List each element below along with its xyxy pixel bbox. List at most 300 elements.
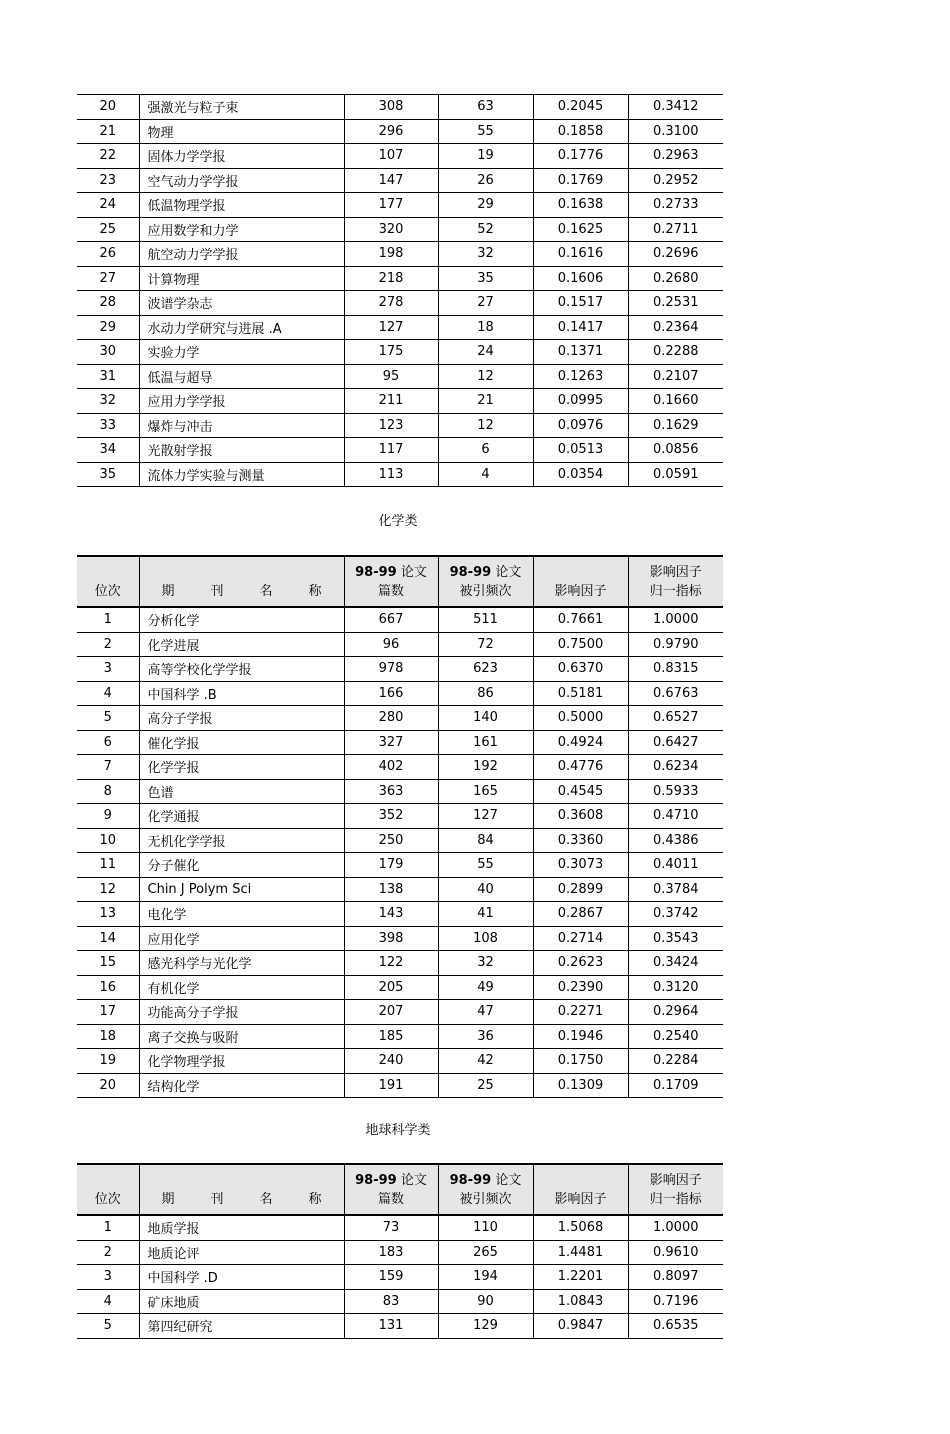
cell-rank: 26: [77, 242, 139, 267]
cell-rank: 7: [77, 755, 139, 780]
cell-impact-factor: 0.2045: [533, 95, 628, 120]
table-row: [77, 144, 723, 169]
table-row: [77, 877, 723, 902]
cell-normalized: 0.6527: [628, 706, 723, 731]
cell-impact-factor: 0.2899: [533, 877, 628, 902]
cell-impact-factor: 0.0976: [533, 413, 628, 438]
cell-normalized: 0.3543: [628, 926, 723, 951]
cell-citations: 27: [438, 291, 533, 316]
cell-normalized: 0.6535: [628, 1314, 723, 1339]
cell-rank: 15: [77, 951, 139, 976]
cell-rank: 6: [77, 730, 139, 755]
header-name-char: 刊: [210, 584, 224, 599]
cell-impact-factor: 0.1776: [533, 144, 628, 169]
cell-impact-factor: 0.0354: [533, 462, 628, 487]
table-row: [77, 632, 723, 657]
cell-papers: 123: [344, 413, 438, 438]
cell-rank: 11: [77, 853, 139, 878]
cell-impact-factor: 0.2623: [533, 951, 628, 976]
table-row: [77, 706, 723, 731]
header-norm: 影响因子 归一指标: [628, 1164, 723, 1215]
cell-rank: 24: [77, 193, 139, 218]
cell-rank: 1: [77, 1215, 139, 1240]
cell-normalized: 0.2531: [628, 291, 723, 316]
cell-citations: 86: [438, 681, 533, 706]
cell-normalized: 0.3100: [628, 119, 723, 144]
cell-citations: 25: [438, 1073, 533, 1098]
cell-rank: 34: [77, 438, 139, 463]
header-name: [139, 1164, 344, 1215]
cell-journal-name: 分子催化: [139, 853, 344, 878]
cell-impact-factor: 0.6370: [533, 657, 628, 682]
cell-impact-factor: 0.5181: [533, 681, 628, 706]
table-row: [77, 242, 723, 267]
cell-rank: 5: [77, 1314, 139, 1339]
cell-normalized: 0.2680: [628, 266, 723, 291]
cell-papers: 198: [344, 242, 438, 267]
cell-normalized: 0.6763: [628, 681, 723, 706]
cell-citations: 108: [438, 926, 533, 951]
cell-journal-name: 低温与超导: [139, 364, 344, 389]
cell-papers: 363: [344, 779, 438, 804]
cell-journal-name: 应用化学: [139, 926, 344, 951]
table-row: [77, 1265, 723, 1290]
cell-papers: 211: [344, 389, 438, 414]
cell-rank: 30: [77, 340, 139, 365]
cell-rank: 20: [77, 1073, 139, 1098]
cell-normalized: 0.2364: [628, 315, 723, 340]
cell-papers: 166: [344, 681, 438, 706]
header-name-char: 刊: [210, 1192, 224, 1207]
cell-journal-name: 电化学: [139, 902, 344, 927]
table-row: [77, 853, 723, 878]
cell-normalized: 0.7196: [628, 1289, 723, 1314]
cell-papers: 978: [344, 657, 438, 682]
cell-citations: 55: [438, 853, 533, 878]
header-norm: 影响因子 归一指标: [628, 556, 723, 607]
cell-rank: 32: [77, 389, 139, 414]
cell-normalized: 0.3424: [628, 951, 723, 976]
cell-citations: 12: [438, 413, 533, 438]
table-row: [77, 755, 723, 780]
cell-journal-name: 催化学报: [139, 730, 344, 755]
cell-journal-name: 航空动力学学报: [139, 242, 344, 267]
cell-impact-factor: 0.0513: [533, 438, 628, 463]
table-row: [77, 119, 723, 144]
cell-rank: 22: [77, 144, 139, 169]
cell-rank: 16: [77, 975, 139, 1000]
cell-rank: 28: [77, 291, 139, 316]
cell-journal-name: 功能高分子学报: [139, 1000, 344, 1025]
header-name-char: 期: [161, 1192, 175, 1207]
cell-rank: 13: [77, 902, 139, 927]
cell-citations: 127: [438, 804, 533, 829]
cell-journal-name: 应用力学学报: [139, 389, 344, 414]
cell-impact-factor: 0.7661: [533, 607, 628, 632]
table-row: [77, 168, 723, 193]
cell-citations: 49: [438, 975, 533, 1000]
cell-citations: 24: [438, 340, 533, 365]
cell-papers: 131: [344, 1314, 438, 1339]
cell-citations: 12: [438, 364, 533, 389]
cell-papers: 185: [344, 1024, 438, 1049]
table-row: [77, 462, 723, 487]
cell-normalized: 0.5933: [628, 779, 723, 804]
cell-impact-factor: 0.1309: [533, 1073, 628, 1098]
cell-papers: 73: [344, 1215, 438, 1240]
cell-impact-factor: 0.1769: [533, 168, 628, 193]
cell-journal-name: 化学进展: [139, 632, 344, 657]
cell-journal-name: 流体力学实验与测量: [139, 462, 344, 487]
header-name-char: 期: [161, 584, 175, 599]
cell-impact-factor: 0.1616: [533, 242, 628, 267]
table-row: [77, 1000, 723, 1025]
cell-journal-name: Chin J Polym Sci: [139, 877, 344, 902]
table-row: [77, 95, 723, 120]
cell-journal-name: 中国科学 .B: [139, 681, 344, 706]
chemistry-table: [77, 555, 723, 1098]
cell-papers: 308: [344, 95, 438, 120]
table-row: [77, 975, 723, 1000]
cell-papers: 177: [344, 193, 438, 218]
table-row: [77, 1049, 723, 1074]
cell-impact-factor: 0.1946: [533, 1024, 628, 1049]
cell-impact-factor: 0.3360: [533, 828, 628, 853]
cell-journal-name: 实验力学: [139, 340, 344, 365]
cell-impact-factor: 0.4924: [533, 730, 628, 755]
table-header: [77, 1164, 723, 1215]
header-impact: 影响因子: [533, 1164, 628, 1215]
cell-journal-name: 应用数学和力学: [139, 217, 344, 242]
cell-journal-name: 无机化学学报: [139, 828, 344, 853]
cell-papers: 113: [344, 462, 438, 487]
header-papers: 98-99 论文 篇数: [344, 556, 438, 607]
physics-table: [77, 94, 723, 487]
cell-papers: 117: [344, 438, 438, 463]
cell-journal-name: 光散射学报: [139, 438, 344, 463]
cell-rank: 27: [77, 266, 139, 291]
cell-impact-factor: 0.1858: [533, 119, 628, 144]
cell-citations: 165: [438, 779, 533, 804]
header-rank: 位次: [77, 1164, 139, 1215]
cell-citations: 47: [438, 1000, 533, 1025]
cell-rank: 2: [77, 1240, 139, 1265]
cell-rank: 2: [77, 632, 139, 657]
cell-papers: 127: [344, 315, 438, 340]
cell-papers: 191: [344, 1073, 438, 1098]
table-row: [77, 902, 723, 927]
cell-journal-name: 爆炸与冲击: [139, 413, 344, 438]
cell-normalized: 0.1709: [628, 1073, 723, 1098]
cell-papers: 95: [344, 364, 438, 389]
cell-papers: 183: [344, 1240, 438, 1265]
table-row: [77, 438, 723, 463]
cell-citations: 623: [438, 657, 533, 682]
cell-journal-name: 感光科学与光化学: [139, 951, 344, 976]
cell-papers: 352: [344, 804, 438, 829]
table-row: [77, 1289, 723, 1314]
cell-normalized: 0.3784: [628, 877, 723, 902]
cell-impact-factor: 0.1263: [533, 364, 628, 389]
cell-rank: 3: [77, 1265, 139, 1290]
cell-impact-factor: 0.3073: [533, 853, 628, 878]
cell-impact-factor: 0.2714: [533, 926, 628, 951]
table-row: [77, 315, 723, 340]
cell-citations: 511: [438, 607, 533, 632]
cell-impact-factor: 1.2201: [533, 1265, 628, 1290]
cell-journal-name: 中国科学 .D: [139, 1265, 344, 1290]
cell-rank: 12: [77, 877, 139, 902]
cell-rank: 20: [77, 95, 139, 120]
cell-journal-name: 色谱: [139, 779, 344, 804]
table-row: [77, 340, 723, 365]
cell-citations: 4: [438, 462, 533, 487]
cell-normalized: 0.0591: [628, 462, 723, 487]
cell-normalized: 0.2733: [628, 193, 723, 218]
cell-citations: 26: [438, 168, 533, 193]
cell-journal-name: 空气动力学学报: [139, 168, 344, 193]
cell-citations: 21: [438, 389, 533, 414]
table-row: [77, 804, 723, 829]
table-row: [77, 1073, 723, 1098]
cell-journal-name: 化学学报: [139, 755, 344, 780]
cell-impact-factor: 0.2271: [533, 1000, 628, 1025]
cell-normalized: 0.4011: [628, 853, 723, 878]
cell-citations: 90: [438, 1289, 533, 1314]
header-impact: 影响因子: [533, 556, 628, 607]
cell-citations: 18: [438, 315, 533, 340]
cell-rank: 8: [77, 779, 139, 804]
table-row: [77, 389, 723, 414]
cell-papers: 240: [344, 1049, 438, 1074]
cell-normalized: 0.3742: [628, 902, 723, 927]
geoscience-section-title: 地球科学类: [365, 1123, 431, 1138]
cell-impact-factor: 0.1371: [533, 340, 628, 365]
cell-journal-name: 低温物理学报: [139, 193, 344, 218]
table-row: [77, 1314, 723, 1339]
cell-papers: 667: [344, 607, 438, 632]
cell-papers: 205: [344, 975, 438, 1000]
cell-rank: 23: [77, 168, 139, 193]
table-row: [77, 828, 723, 853]
cell-journal-name: 固体力学学报: [139, 144, 344, 169]
cell-rank: 10: [77, 828, 139, 853]
cell-papers: 143: [344, 902, 438, 927]
cell-rank: 5: [77, 706, 139, 731]
cell-rank: 4: [77, 681, 139, 706]
cell-papers: 96: [344, 632, 438, 657]
cell-journal-name: 波谱学杂志: [139, 291, 344, 316]
cell-rank: 31: [77, 364, 139, 389]
cell-normalized: 0.0856: [628, 438, 723, 463]
cell-rank: 25: [77, 217, 139, 242]
cell-impact-factor: 0.4776: [533, 755, 628, 780]
cell-papers: 122: [344, 951, 438, 976]
cell-citations: 29: [438, 193, 533, 218]
cell-citations: 129: [438, 1314, 533, 1339]
cell-impact-factor: 0.1606: [533, 266, 628, 291]
cell-normalized: 0.4386: [628, 828, 723, 853]
table-row: [77, 779, 723, 804]
cell-papers: 296: [344, 119, 438, 144]
table-row: [77, 951, 723, 976]
cell-papers: 280: [344, 706, 438, 731]
header-name-char: 称: [308, 584, 322, 599]
cell-normalized: 0.2963: [628, 144, 723, 169]
cell-citations: 41: [438, 902, 533, 927]
header-row: [77, 1164, 723, 1215]
cell-papers: 138: [344, 877, 438, 902]
header-cited: 98-99 论文 被引频次: [438, 556, 533, 607]
cell-rank: 14: [77, 926, 139, 951]
cell-normalized: 0.6234: [628, 755, 723, 780]
header-rank: 位次: [77, 556, 139, 607]
cell-normalized: 0.2288: [628, 340, 723, 365]
cell-citations: 84: [438, 828, 533, 853]
cell-citations: 63: [438, 95, 533, 120]
cell-normalized: 0.2964: [628, 1000, 723, 1025]
cell-normalized: 0.2711: [628, 217, 723, 242]
cell-journal-name: 分析化学: [139, 607, 344, 632]
cell-citations: 32: [438, 242, 533, 267]
cell-papers: 159: [344, 1265, 438, 1290]
cell-citations: 19: [438, 144, 533, 169]
cell-impact-factor: 0.1517: [533, 291, 628, 316]
cell-impact-factor: 0.1638: [533, 193, 628, 218]
cell-citations: 265: [438, 1240, 533, 1265]
cell-citations: 32: [438, 951, 533, 976]
cell-journal-name: 高等学校化学学报: [139, 657, 344, 682]
cell-normalized: 0.2540: [628, 1024, 723, 1049]
cell-citations: 140: [438, 706, 533, 731]
cell-journal-name: 强激光与粒子束: [139, 95, 344, 120]
table-row: [77, 364, 723, 389]
cell-impact-factor: 0.2390: [533, 975, 628, 1000]
cell-citations: 42: [438, 1049, 533, 1074]
cell-citations: 35: [438, 266, 533, 291]
header-name-char: 名: [259, 1192, 273, 1207]
cell-journal-name: 化学物理学报: [139, 1049, 344, 1074]
cell-rank: 29: [77, 315, 139, 340]
cell-normalized: 0.8315: [628, 657, 723, 682]
cell-rank: 1: [77, 607, 139, 632]
cell-journal-name: 有机化学: [139, 975, 344, 1000]
cell-papers: 402: [344, 755, 438, 780]
header-name-char: 名: [259, 584, 273, 599]
table-row: [77, 1024, 723, 1049]
cell-normalized: 0.2952: [628, 168, 723, 193]
cell-rank: 19: [77, 1049, 139, 1074]
table-row: [77, 926, 723, 951]
cell-normalized: 1.0000: [628, 1215, 723, 1240]
cell-normalized: 0.8097: [628, 1265, 723, 1290]
cell-papers: 278: [344, 291, 438, 316]
cell-rank: 3: [77, 657, 139, 682]
cell-journal-name: 地质论评: [139, 1240, 344, 1265]
cell-normalized: 0.1660: [628, 389, 723, 414]
cell-journal-name: 计算物理: [139, 266, 344, 291]
cell-citations: 40: [438, 877, 533, 902]
cell-rank: 21: [77, 119, 139, 144]
geoscience-table: [77, 1163, 723, 1339]
cell-impact-factor: 0.0995: [533, 389, 628, 414]
table-row: [77, 413, 723, 438]
table-row: [77, 681, 723, 706]
cell-normalized: 0.4710: [628, 804, 723, 829]
cell-papers: 218: [344, 266, 438, 291]
cell-impact-factor: 0.5000: [533, 706, 628, 731]
cell-papers: 207: [344, 1000, 438, 1025]
cell-impact-factor: 0.1625: [533, 217, 628, 242]
table-row: [77, 607, 723, 632]
cell-journal-name: 结构化学: [139, 1073, 344, 1098]
cell-impact-factor: 0.3608: [533, 804, 628, 829]
cell-papers: 179: [344, 853, 438, 878]
cell-normalized: 0.9610: [628, 1240, 723, 1265]
cell-normalized: 1.0000: [628, 607, 723, 632]
table-row: [77, 1215, 723, 1240]
table-row: [77, 193, 723, 218]
cell-rank: 4: [77, 1289, 139, 1314]
cell-impact-factor: 0.2867: [533, 902, 628, 927]
cell-normalized: 0.2107: [628, 364, 723, 389]
cell-impact-factor: 1.4481: [533, 1240, 628, 1265]
cell-journal-name: 矿床地质: [139, 1289, 344, 1314]
cell-rank: 17: [77, 1000, 139, 1025]
cell-citations: 161: [438, 730, 533, 755]
table-row: [77, 266, 723, 291]
cell-papers: 250: [344, 828, 438, 853]
cell-journal-name: 第四纪研究: [139, 1314, 344, 1339]
cell-journal-name: 化学通报: [139, 804, 344, 829]
cell-rank: 18: [77, 1024, 139, 1049]
header-row: [77, 556, 723, 607]
table-header: [77, 556, 723, 607]
cell-rank: 35: [77, 462, 139, 487]
cell-normalized: 0.9790: [628, 632, 723, 657]
cell-impact-factor: 0.1417: [533, 315, 628, 340]
table-row: [77, 730, 723, 755]
cell-papers: 398: [344, 926, 438, 951]
cell-journal-name: 地质学报: [139, 1215, 344, 1240]
cell-citations: 110: [438, 1215, 533, 1240]
cell-normalized: 0.3412: [628, 95, 723, 120]
cell-citations: 6: [438, 438, 533, 463]
cell-papers: 327: [344, 730, 438, 755]
cell-impact-factor: 1.0843: [533, 1289, 628, 1314]
cell-papers: 147: [344, 168, 438, 193]
cell-normalized: 0.3120: [628, 975, 723, 1000]
cell-papers: 83: [344, 1289, 438, 1314]
cell-papers: 320: [344, 217, 438, 242]
cell-impact-factor: 0.4545: [533, 779, 628, 804]
cell-rank: 33: [77, 413, 139, 438]
cell-papers: 175: [344, 340, 438, 365]
header-papers: 98-99 论文 篇数: [344, 1164, 438, 1215]
cell-citations: 72: [438, 632, 533, 657]
header-name: [139, 556, 344, 607]
cell-normalized: 0.6427: [628, 730, 723, 755]
cell-rank: 9: [77, 804, 139, 829]
cell-normalized: 0.2696: [628, 242, 723, 267]
table-row: [77, 657, 723, 682]
cell-impact-factor: 0.9847: [533, 1314, 628, 1339]
table-row: [77, 291, 723, 316]
cell-normalized: 0.1629: [628, 413, 723, 438]
cell-journal-name: 高分子学报: [139, 706, 344, 731]
cell-citations: 36: [438, 1024, 533, 1049]
header-cited: 98-99 论文 被引频次: [438, 1164, 533, 1215]
